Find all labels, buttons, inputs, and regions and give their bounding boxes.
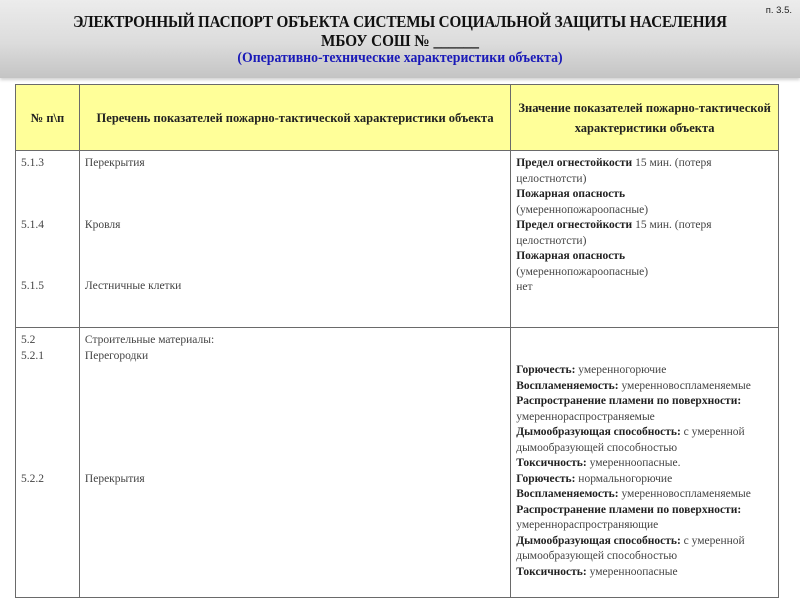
value-line — [516, 249, 773, 280]
value-text: умереннораспространяющие — [516, 519, 659, 531]
value-line — [516, 503, 773, 534]
value-label: Дымообразующая способность: — [516, 534, 681, 547]
value-line — [516, 425, 773, 456]
column-header-indicator: Перечень показателей пожарно-тактической характеристики объекта — [79, 85, 510, 151]
value-text: умеренноопасные. — [586, 457, 681, 469]
page-title: ЭЛЕКТРОННЫЙ ПАСПОРТ ОБЪЕКТА СИСТЕМЫ СОЦИАЛЬНОЙ ЗАЩИТЫ НАСЕЛЕНИЯ — [73, 12, 727, 31]
item-number: 5.1.4 — [21, 218, 44, 231]
value-label: Предел огнестойкости — [516, 219, 633, 231]
page-subtitle: (Оперативно-технические характеристики объекта) — [237, 50, 563, 66]
column-header-value: Значение показателей пожарно-тактической характеристики объекта — [511, 85, 779, 151]
fire-tactical-table — [15, 84, 779, 598]
value-text: умеренновоспламеняемые — [618, 379, 751, 392]
value-text: умереннораспространяемые — [516, 410, 655, 423]
value-line — [516, 487, 773, 503]
value-text: нет — [516, 281, 533, 293]
number-cell — [16, 151, 80, 328]
value-text: умеренновоспламеняемые — [618, 488, 751, 500]
value-label: Токсичность: — [516, 457, 587, 469]
value-label: Горючесть: — [516, 364, 576, 376]
value-cell — [511, 151, 779, 328]
value-line — [516, 156, 773, 187]
indicator-name: Перекрытия — [84, 157, 145, 169]
value-line — [516, 472, 773, 488]
value-line — [516, 565, 773, 581]
value-text: (умереннопожароопасные) — [516, 203, 649, 216]
value-label: Дымообразующая способность: — [516, 426, 681, 438]
item-number: 5.1.3 — [21, 157, 44, 169]
value-line — [516, 363, 773, 379]
value-text: умеренноопасные — [586, 565, 678, 578]
value-cell — [511, 328, 779, 598]
value-text: с умеренной дымообразующей способностью — [516, 534, 745, 562]
value-line — [516, 394, 773, 425]
value-line — [516, 456, 773, 472]
item-number: 5.1.5 — [21, 280, 44, 292]
item-number: 5.2.1 — [21, 349, 44, 362]
value-label: Токсичность: — [516, 565, 587, 578]
value-text: (умереннопожароопасные) — [516, 265, 649, 278]
value-label: Распространение пламени по поверхности: — [516, 503, 742, 516]
column-header-number: № п\п — [16, 85, 80, 151]
value-label: Предел огнестойкости — [516, 157, 633, 169]
section-reference: п. 3.5. — [765, 5, 792, 16]
indicator-name: Перегородки — [84, 349, 149, 362]
value-text: нормальногорючие — [575, 472, 673, 485]
indicator-name: Кровля — [84, 218, 121, 231]
value-line — [516, 280, 773, 296]
item-number: 5.2 — [21, 334, 36, 346]
value-label: Пожарная опасность — [516, 250, 626, 262]
value-label: Пожарная опасность — [516, 188, 626, 200]
value-line — [516, 534, 773, 565]
value-text: с умеренной дымообразующей способностью — [516, 426, 745, 454]
indicator-name: Лестничные клетки — [84, 280, 182, 292]
value-line — [516, 379, 773, 395]
value-line — [516, 187, 773, 218]
value-label: Воспламеняемость: — [516, 488, 619, 500]
value-label: Распространение пламени по поверхности: — [516, 395, 742, 407]
table-row — [16, 328, 779, 598]
value-label: Горючесть: — [516, 472, 576, 485]
school-title: МБОУ СОШ № ______ — [321, 31, 479, 50]
item-number: 5.2.2 — [21, 473, 44, 485]
table-header-row — [16, 85, 779, 151]
title-banner — [0, 0, 800, 78]
table-row — [16, 151, 779, 328]
number-cell — [16, 328, 80, 598]
value-label: Воспламеняемость: — [516, 379, 619, 392]
indicator-name: Перекрытия — [84, 473, 145, 485]
value-text: умеренногорючие — [575, 364, 667, 376]
value-text: 15 мин. (потеря целостнотсти) — [516, 219, 712, 247]
indicator-cell — [79, 151, 510, 328]
indicator-name: Строительные материалы: — [84, 334, 215, 346]
indicator-cell — [79, 328, 510, 598]
value-text: 15 мин. (потеря целостнотсти) — [516, 157, 712, 185]
value-line — [516, 218, 773, 249]
